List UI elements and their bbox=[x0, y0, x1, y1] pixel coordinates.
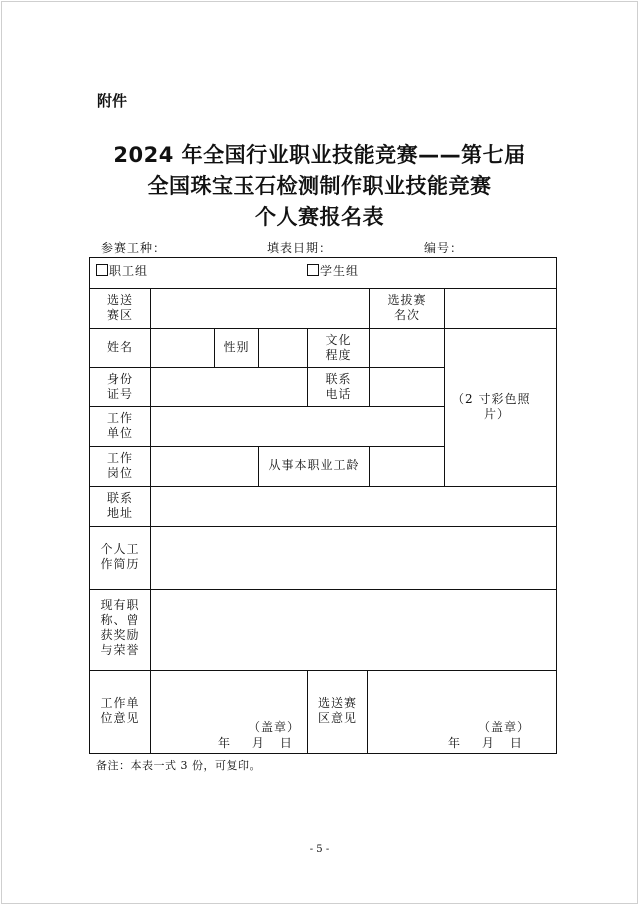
label-address: 联系 地址 bbox=[106, 491, 133, 520]
label-unit-opinion: 工作单 位意见 bbox=[100, 696, 140, 725]
meta-trade: 参赛工种： bbox=[101, 241, 167, 255]
label-gender: 性别 bbox=[223, 340, 250, 354]
page-number: - 5 - bbox=[309, 844, 330, 855]
meta-number: 编号： bbox=[424, 241, 464, 255]
label-work-unit: 工作 单位 bbox=[106, 411, 133, 440]
photo-placeholder: （2 寸彩色照 片） bbox=[452, 392, 531, 421]
attachment-label: 附件 bbox=[97, 92, 128, 110]
title-line-1: 2024 年全国行业职业技能竞赛——第七届 bbox=[113, 143, 526, 167]
student-checkbox[interactable] bbox=[307, 264, 319, 276]
title-line-2: 全国珠宝玉石检测制作职业技能竞赛 bbox=[147, 174, 492, 198]
title-line-3: 个人赛报名表 bbox=[255, 205, 384, 229]
label-resume: 个人工 作简历 bbox=[100, 542, 140, 571]
unit-date-fields: 年 月 日 bbox=[218, 736, 294, 750]
label-education: 文化 程度 bbox=[325, 333, 352, 362]
region-seal: （盖章） bbox=[478, 720, 531, 734]
region-date-fields: 年 月 日 bbox=[448, 736, 524, 750]
label-name: 姓名 bbox=[106, 340, 133, 354]
label-rank: 选拔赛 名次 bbox=[387, 293, 427, 322]
label-region: 选送 赛区 bbox=[106, 293, 133, 322]
staff-group-label: 职工组 bbox=[109, 264, 149, 278]
staff-checkbox[interactable] bbox=[96, 264, 108, 276]
student-group-option[interactable] bbox=[307, 264, 359, 279]
label-phone: 联系 电话 bbox=[325, 372, 352, 401]
label-region-opinion: 选送赛 区意见 bbox=[317, 696, 357, 725]
unit-seal: （盖章） bbox=[248, 720, 301, 734]
label-years-in-profession: 从事本职业工龄 bbox=[268, 458, 360, 472]
student-group-label: 学生组 bbox=[320, 264, 360, 278]
meta-date: 填表日期： bbox=[267, 241, 333, 255]
label-id-number: 身份 证号 bbox=[106, 372, 133, 401]
staff-group-option[interactable] bbox=[96, 264, 148, 279]
footnote: 备注：本表一式 3 份，可复印。 bbox=[96, 759, 261, 772]
label-honors: 现有职 称、曾 获奖励 与荣誉 bbox=[100, 598, 140, 657]
label-work-post: 工作 岗位 bbox=[106, 451, 133, 480]
